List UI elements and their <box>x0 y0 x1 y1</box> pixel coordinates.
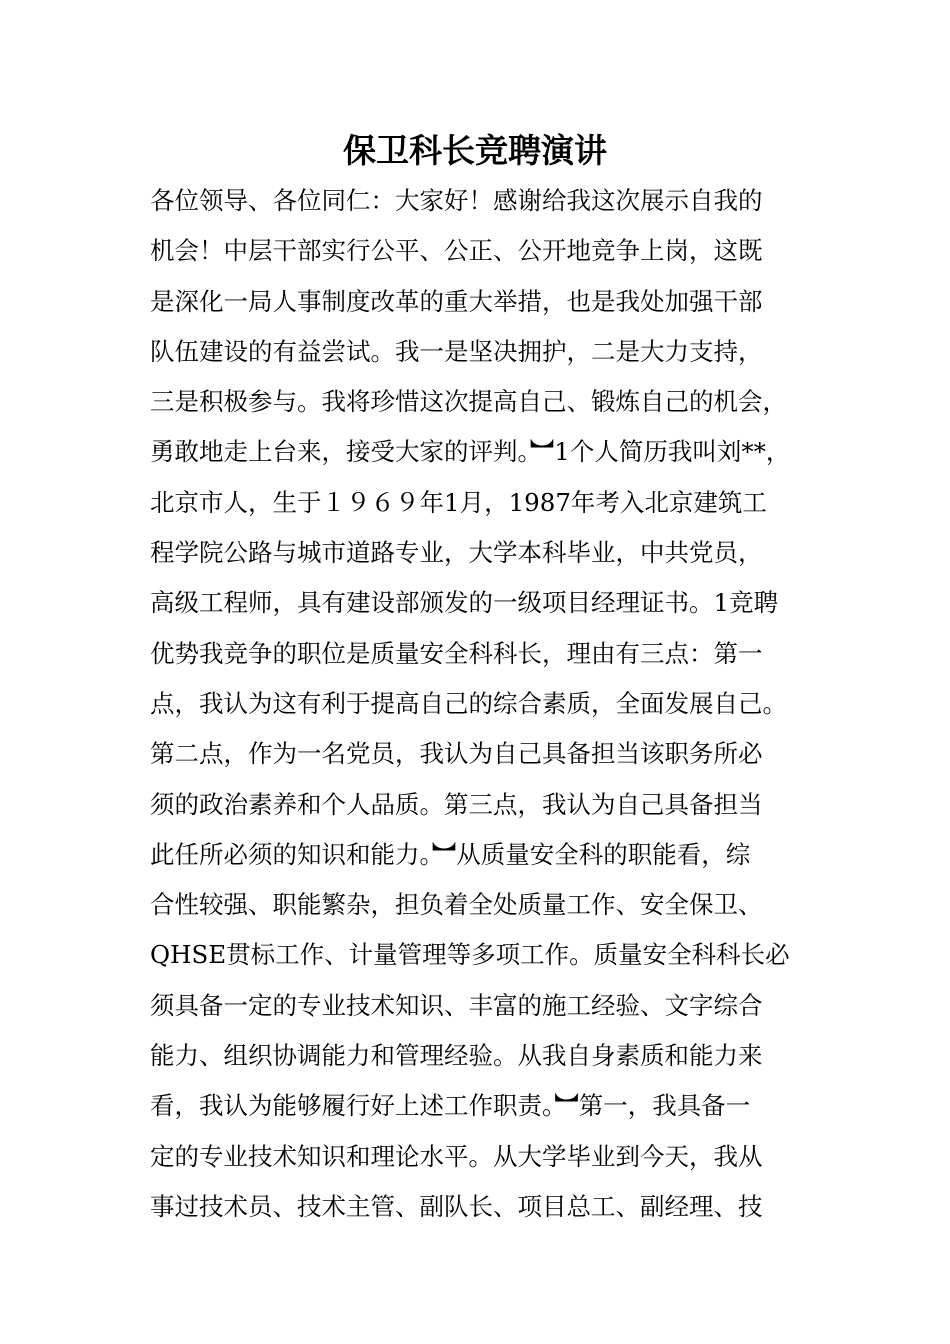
text-line: 程学院公路与城市道路专业，大学本科毕业，中共党员， <box>150 538 763 568</box>
text-line: 合性较强、职能繁杂，担负着全处质量工作、安全保卫、 <box>150 890 763 920</box>
text-line: 点，我认为这有利于提高自己的综合素质，全面发展自己。 <box>150 688 787 718</box>
text-line: 是深化一局人事制度改革的重大举措，也是我处加强干部 <box>150 286 763 316</box>
text-line: QHSE贯标工作、计量管理等多项工作。质量安全科科长必 <box>150 940 790 970</box>
text-line: 此任所必须的知识和能力。︼从质量安全科的职能看，综 <box>150 839 751 869</box>
text-line: 看，我认为能够履行好上述工作职责。︼第一，我具备一 <box>150 1091 751 1121</box>
text-line: 机会！中层干部实行公平、公正、公开地竞争上岗，这既 <box>150 236 763 266</box>
text-line: 队伍建设的有益尝试。我一是坚决拥护，二是大力支持， <box>150 336 763 366</box>
text-line: 能力、组织协调能力和管理经验。从我自身素质和能力来 <box>150 1041 763 1071</box>
text-line: 须具备一定的专业技术知识、丰富的施工经验、文字综合 <box>150 990 763 1020</box>
text-line: 高级工程师，具有建设部颁发的一级项目经理证书。1竞聘 <box>150 588 779 618</box>
document-body <box>150 176 810 1232</box>
text-line: 北京市人，生于１９６９年1月，1987年考入北京建筑工 <box>150 487 767 517</box>
text-line: 各位领导、各位同仁：大家好！感谢给我这次展示自我的 <box>150 186 763 215</box>
text-line: 须的政治素养和个人品质。第三点，我认为自己具备担当 <box>150 789 763 819</box>
text-line: 事过技术员、技术主管、副队长、项目总工、副经理、技 <box>150 1191 763 1221</box>
text-line: 第二点，作为一名党员，我认为自己具备担当该职务所必 <box>150 739 763 769</box>
text-line: 优势我竞争的职位是质量安全科科长，理由有三点：第一 <box>150 638 763 668</box>
text-line: 三是积极参与。我将珍惜这次提高自己、锻炼自己的机会， <box>150 387 787 417</box>
document-title: 保卫科长竞聘演讲 <box>343 131 607 170</box>
text-line: 定的专业技术知识和理论水平。从大学毕业到今天，我从 <box>150 1141 763 1171</box>
text-line: 勇敢地走上台来，接受大家的评判。︼1个人简历我叫刘**， <box>150 437 791 467</box>
